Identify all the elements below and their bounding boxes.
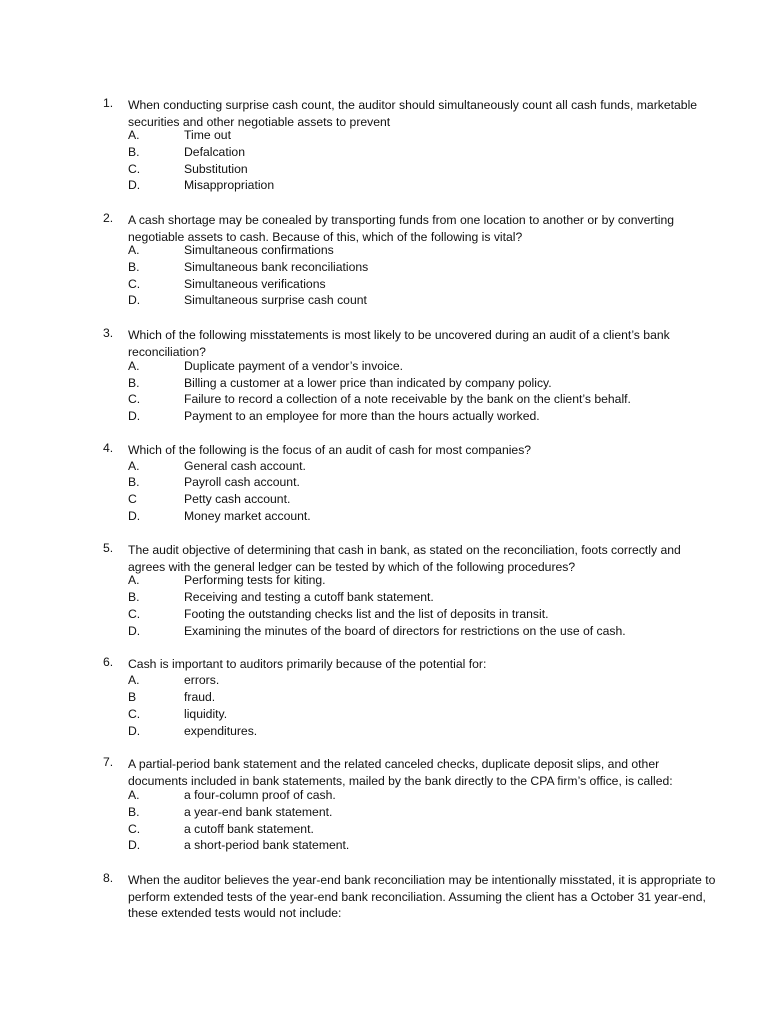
question-text: A partial-period bank statement and the related canceled checks, duplicate deposit slips, and other documents included in bank statements, mailed by the bank directly to the CPA firm’s office, is called: (128, 757, 673, 788)
option-text: expenditures. (184, 724, 258, 738)
answer-option (0, 127, 768, 144)
answer-option (0, 458, 768, 475)
option-letter: B (128, 690, 137, 704)
option-text: Receiving and testing a cutoff bank statement. (184, 590, 434, 604)
question-number: 7. (103, 755, 114, 769)
option-text: Duplicate payment of a vendor’s invoice. (184, 359, 404, 373)
answer-option (0, 623, 768, 640)
answer-option (0, 242, 768, 259)
option-letter: B. (128, 376, 140, 390)
question-number: 1. (103, 96, 114, 110)
answer-option (0, 589, 768, 606)
option-letter: C. (128, 707, 141, 721)
option-text: fraud. (184, 690, 216, 704)
question-number: 4. (103, 441, 114, 455)
option-text: Misappropriation (184, 178, 275, 192)
option-letter: D. (128, 293, 141, 307)
answer-option (0, 161, 768, 178)
answer-option (0, 408, 768, 425)
option-text: a four-column proof of cash. (184, 788, 336, 802)
option-letter: D. (128, 178, 141, 192)
answer-option (0, 723, 768, 740)
option-letter: B. (128, 475, 140, 489)
option-letter: A. (128, 573, 140, 587)
option-text: Petty cash account. (184, 492, 291, 506)
answer-option (0, 689, 768, 706)
option-text: liquidity. (184, 707, 228, 721)
option-text: a year-end bank statement. (184, 805, 333, 819)
answer-option (0, 259, 768, 276)
option-text: Time out (184, 128, 231, 142)
answer-option (0, 837, 768, 854)
option-letter: A. (128, 788, 140, 802)
option-letter: B. (128, 260, 140, 274)
option-text: a cutoff bank statement. (184, 822, 314, 836)
question-number: 3. (103, 326, 114, 340)
answer-option (0, 474, 768, 491)
option-text: Failure to record a collection of a note receivable by the bank on the client’s behalf. (184, 392, 631, 406)
option-text: Simultaneous bank reconciliations (184, 260, 369, 274)
option-letter: C (128, 492, 137, 506)
question-number: 2. (103, 211, 114, 225)
option-text: Simultaneous surprise cash count (184, 293, 367, 307)
option-letter: A. (128, 243, 140, 257)
question-text: The audit objective of determining that cash in bank, as stated on the reconciliation, foots correctly and agrees with the general ledger can be tested by which of the following procedures? (128, 543, 681, 574)
option-text: Footing the outstanding checks list and the list of deposits in transit. (184, 607, 549, 621)
option-text: Simultaneous confirmations (184, 243, 334, 257)
option-text: Payroll cash account. (184, 475, 300, 489)
answer-option (0, 606, 768, 623)
option-text: Defalcation (184, 145, 245, 159)
option-letter: C. (128, 607, 141, 621)
option-letter: B. (128, 145, 140, 159)
question-text: When the auditor believes the year-end bank reconciliation may be intentionally misstated, it is appropriate to perform extended tests of the year-end bank reconciliation. Assuming the client has a October 31 year-end, these extended tests would not include: (128, 873, 716, 920)
option-letter: D. (128, 838, 141, 852)
option-letter: D. (128, 409, 141, 423)
answer-option (0, 375, 768, 392)
option-letter: A. (128, 459, 140, 473)
option-text: Money market account. (184, 509, 311, 523)
option-letter: D. (128, 724, 141, 738)
option-text: Simultaneous verifications (184, 277, 326, 291)
option-letter: B. (128, 805, 140, 819)
option-letter: C. (128, 392, 141, 406)
option-letter: C. (128, 277, 141, 291)
question-text: Which of the following is the focus of an audit of cash for most companies? (128, 443, 532, 457)
option-text: Payment to an employee for more than the hours actually worked. (184, 409, 540, 423)
answer-option (0, 672, 768, 689)
question-text: Cash is important to auditors primarily because of the potential for: (128, 657, 487, 671)
option-text: Billing a customer at a lower price than indicated by company policy. (184, 376, 552, 390)
option-letter: A. (128, 359, 140, 373)
answer-option (0, 572, 768, 589)
option-letter: D. (128, 624, 141, 638)
answer-option (0, 508, 768, 525)
option-letter: C. (128, 822, 141, 836)
answer-option (0, 276, 768, 293)
question-number: 5. (103, 541, 114, 555)
question-text: When conducting surprise cash count, the auditor should simultaneously count all cash funds, marketable securities and other negotiable assets to prevent (128, 98, 698, 129)
answer-option (0, 804, 768, 821)
question-number: 8. (103, 871, 114, 885)
option-letter: A. (128, 673, 140, 687)
question-number: 6. (103, 655, 114, 669)
question-text: Which of the following misstatements is most likely to be uncovered during an audit of a client’s bank reconciliation? (128, 328, 670, 359)
option-text: Examining the minutes of the board of directors for restrictions on the use of cash. (184, 624, 626, 638)
option-letter: B. (128, 590, 140, 604)
answer-option (0, 144, 768, 161)
answer-option (0, 821, 768, 838)
answer-option (0, 358, 768, 375)
option-text: General cash account. (184, 459, 306, 473)
answer-option (0, 787, 768, 804)
question-text: A cash shortage may be conealed by transporting funds from one location to another or by converting negotiable assets to cash. Because of this, which of the following is vital? (128, 213, 675, 244)
answer-option (0, 292, 768, 309)
option-text: Performing tests for kiting. (184, 573, 326, 587)
answer-option (0, 391, 768, 408)
answer-option (0, 491, 768, 508)
option-text: Substitution (184, 162, 248, 176)
option-text: errors. (184, 673, 220, 687)
answer-option (0, 706, 768, 723)
option-letter: A. (128, 128, 140, 142)
answer-option (0, 177, 768, 194)
option-letter: C. (128, 162, 141, 176)
option-letter: D. (128, 509, 141, 523)
option-text: a short-period bank statement. (184, 838, 350, 852)
